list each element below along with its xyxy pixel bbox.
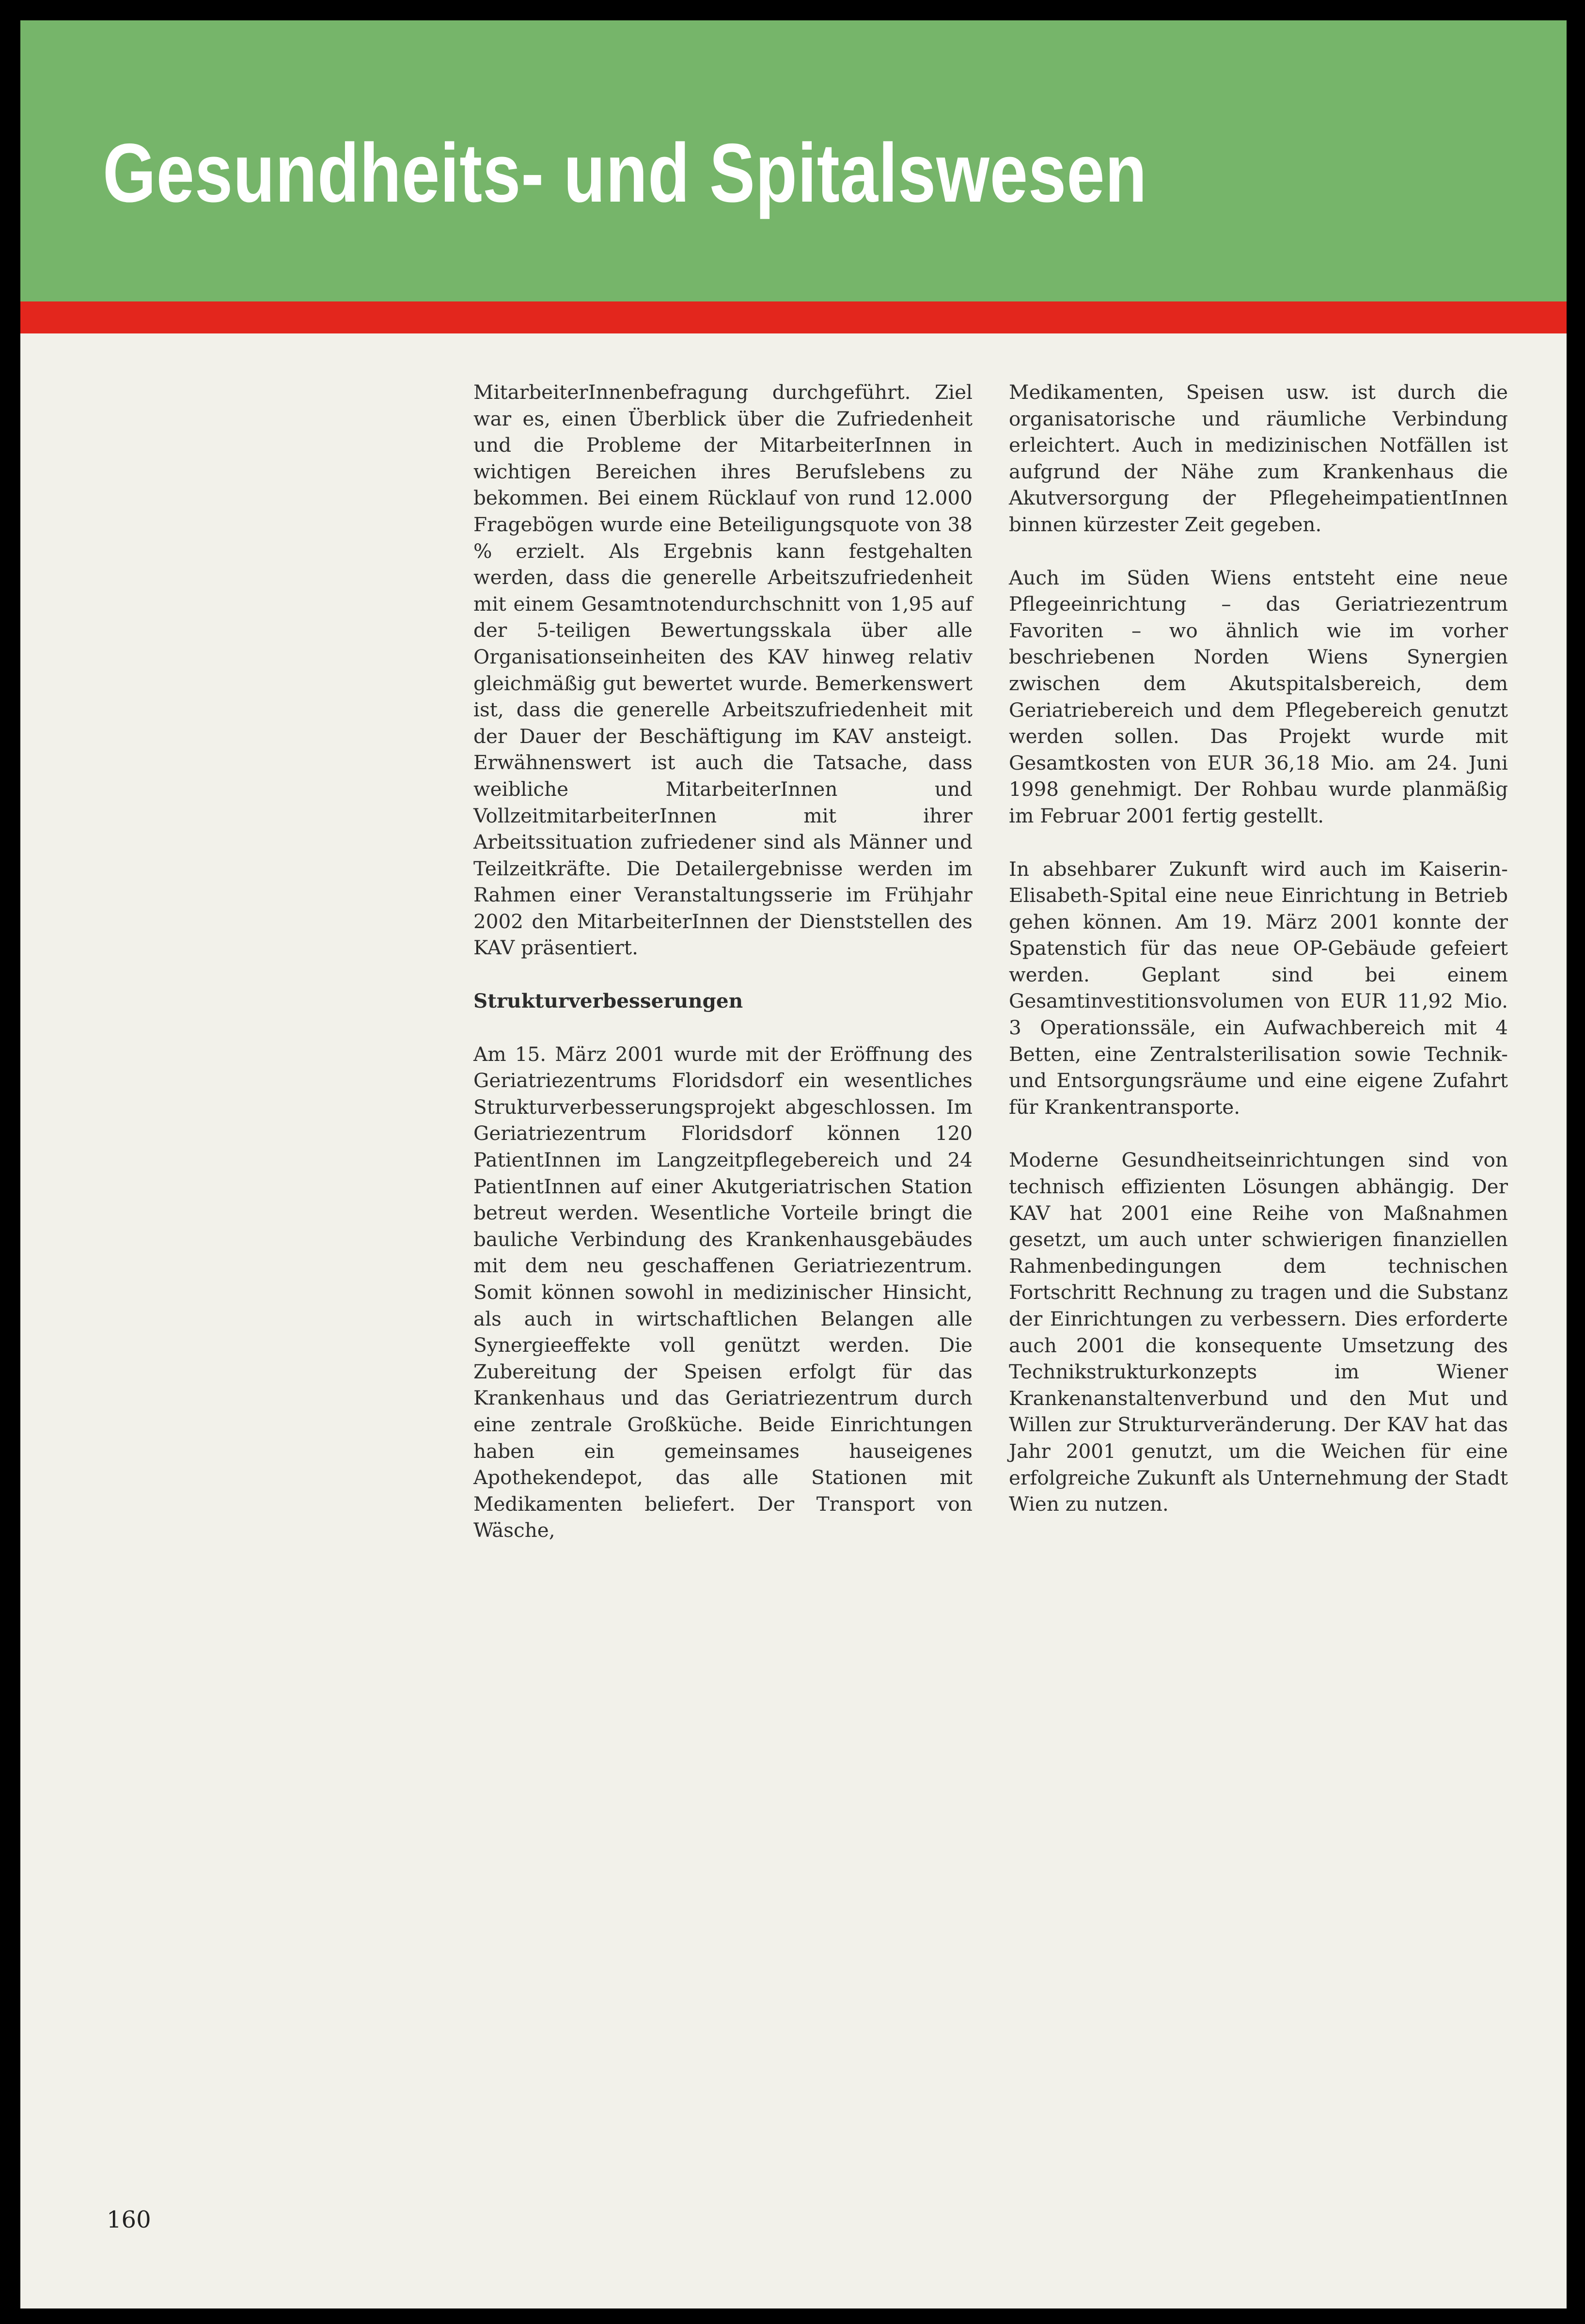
section-heading: Strukturverbesserungen — [473, 989, 743, 1013]
paragraph-survey: MitarbeiterInnenbefragung durchgeführt. Ziel war es, einen Überblick über die Zufriedenheit und die Probleme der MitarbeiterInnen in wichtigen Bereichen ihres Berufslebens zu bekommen. Bei einem Rücklauf von rund 12.000 Fragebögen wurde eine Beteiligungsquote von 38 % erzielt. Als Ergebnis kann festgehalten werden, dass die generelle Arbeitszufriedenheit mit einem Gesamtnotendurchschnitt von 1,95 auf der 5-teiligen Bewertungsskala über alle Organisationseinheiten des KAV hinweg relativ gleichmäßig gut bewertet wurde. Bemerkenswert ist, dass die generelle Arbeitszufriedenheit mit der Dauer der Beschäftigung im KAV ansteigt. Erwähnenswert ist auch die Tatsache, dass weibliche MitarbeiterInnen und VollzeitmitarbeiterInnen mit ihrer Arbeitssituation zufriedener sind als Männer und Teilzeitkräfte. Die Detailergebnisse werden im Rahmen einer Veranstaltungsserie im Frühjahr 2002 den MitarbeiterInnen der Dienststellen des KAV präsentiert. — [473, 380, 973, 960]
page-number: 160 — [107, 2206, 151, 2233]
right-text-column — [1009, 379, 1508, 1544]
left-text-column — [473, 379, 973, 1570]
paragraph-technik: Moderne Gesundheitseinrichtungen sind von technisch effizienten Lösungen abhängig. Der KAV hat 2001 eine Reihe von Maßnahmen gesetzt, um auch unter schwierigen finanziellen Rahmenbedingungen dem technischen Fortschritt Rechnung zu tragen und die Substanz der Einrichtungen zu verbessern. Dies erforderte auch 2001 die konsequente Umsetzung des Technikstrukturkonzepts im Wiener Krankenanstaltenverbund und den Mut und Willen zur Strukturveränderung. Der KAV hat das Jahr 2001 genutzt, um die Weichen für eine erfolgreiche Zukunft als Unternehmung der Stadt Wien zu nutzen. — [1009, 1148, 1508, 1516]
page-title: Gesundheits- und Spitalswesen — [103, 126, 1147, 220]
header-accent-stripe — [20, 301, 1567, 333]
document-page — [20, 20, 1567, 2308]
paragraph-kaiserin-elisabeth: In absehbarer Zukunft wird auch im Kaiserin-Elisabeth-Spital eine neue Einrichtung in Betrieb gehen können. Am 19. März 2001 konnte der Spatenstich für das neue OP-Gebäude gefeiert werden. Geplant sind bei einem Gesamtinvestitionsvolumen von EUR 11,92 Mio. 3 Operationssäle, ein Aufwachbereich mit 4 Betten, eine Zentralsterilisation sowie Technik- und Entsorgungsräume und eine eigene Zufahrt für Krankentransporte. — [1009, 857, 1508, 1119]
paragraph-continuation: Medikamenten, Speisen usw. ist durch die organisatorische und räumliche Verbindung erleichtert. Auch in medizinischen Notfällen ist aufgrund der Nähe zum Krankenhaus die Akutversorgung der PflegeheimpatientInnen binnen kürzester Zeit gegeben. — [1009, 380, 1508, 536]
paragraph-floridsdorf: Am 15. März 2001 wurde mit der Eröffnung des Geriatriezentrums Floridsdorf ein wesentliches Strukturverbesserungsprojekt abgeschlossen. Im Geriatriezentrum Floridsdorf können 120 PatientInnen im Langzeitpflegebereich und 24 PatientInnen auf einer Akutgeriatrischen Station betreut werden. Wesentliche Vorteile bringt die bauliche Verbindung des Krankenhausgebäudes mit dem neu geschaffenen Geriatriezentrum. Somit können sowohl in medizinischer Hinsicht, als auch in wirtschaftlichen Belangen alle Synergieeffekte voll genützt werden. Die Zubereitung der Speisen erfolgt für das Krankenhaus und das Geriatriezentrum durch eine zentrale Großküche. Beide Einrichtungen haben ein gemeinsames hauseigenes Apothekendepot, das alle Stationen mit Medikamenten beliefert. Der Transport von Wäsche, — [473, 1042, 973, 1542]
header-band — [20, 20, 1567, 301]
paragraph-favoriten: Auch im Süden Wiens entsteht eine neue Pflegeeinrichtung – das Geriatriezentrum Favoriten – wo ähnlich wie im vorher beschriebenen Norden Wiens Synergien zwischen dem Akutspitalsbereich, dem Geriatriebereich und dem Pflegebereich genutzt werden sollen. Das Projekt wurde mit Gesamtkosten von EUR 36,18 Mio. am 24. Juni 1998 genehmigt. Der Rohbau wurde planmäßig im Februar 2001 fertig gestellt. — [1009, 566, 1508, 827]
